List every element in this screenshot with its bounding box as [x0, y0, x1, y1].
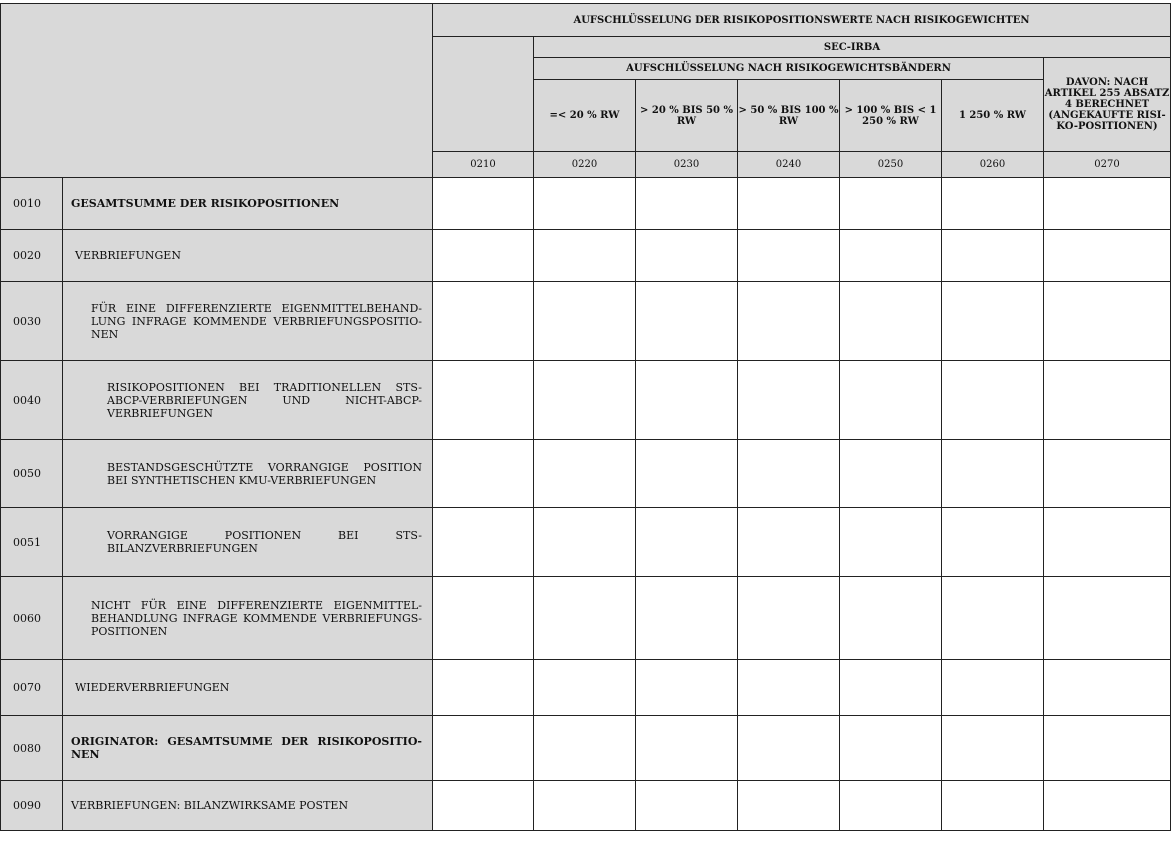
data-cell[interactable] [1044, 577, 1171, 660]
data-cell[interactable] [1044, 660, 1171, 716]
data-cell[interactable] [1044, 781, 1171, 831]
table-row [1, 282, 1171, 361]
data-cell[interactable] [636, 230, 738, 282]
data-cell[interactable] [433, 440, 534, 508]
data-cell[interactable] [1044, 508, 1171, 577]
row-code: 0050 [1, 440, 63, 508]
data-cell[interactable] [636, 781, 738, 831]
header-top: AUFSCHLÜSSELUNG DER RISIKOPOSITIONSWERTE NACH RISIKOGEWICHTEN [433, 4, 1171, 37]
table-row [1, 577, 1171, 660]
data-cell[interactable] [942, 282, 1044, 361]
data-cell[interactable] [534, 660, 636, 716]
data-cell[interactable] [840, 440, 942, 508]
data-cell[interactable] [433, 230, 534, 282]
data-cell[interactable] [534, 282, 636, 361]
data-cell[interactable] [840, 230, 942, 282]
row-code: 0010 [1, 178, 63, 230]
row-label: FÜR EINE DIFFERENZIERTE EIGENMITTELBEHANDLUNG INFRAGE KOMMENDE VERBRIEFUNGSPOSITIONEN [63, 282, 433, 361]
header-band-3: > 50 % BIS 100 % RW [738, 80, 840, 152]
data-cell[interactable] [1044, 440, 1171, 508]
row-code: 0020 [1, 230, 63, 282]
data-cell[interactable] [942, 716, 1044, 781]
row-label: VERBRIEFUNGEN: BILANZWIRKSAME POSTEN [63, 781, 433, 831]
row-code: 0030 [1, 282, 63, 361]
report-table [0, 3, 1171, 831]
header-sec-irba: SEC-IRBA [534, 37, 1171, 58]
data-cell[interactable] [636, 361, 738, 440]
header-davon: DAVON: NACH ARTIKEL 255 ABSATZ 4 BERECHNET (ANGEKAUFTE RISIKO-POSITIONEN) [1044, 58, 1171, 152]
data-cell[interactable] [738, 178, 840, 230]
table-row [1, 781, 1171, 831]
table-row [1, 508, 1171, 577]
row-label: VERBRIEFUNGEN [63, 230, 433, 282]
data-cell[interactable] [534, 230, 636, 282]
table-row [1, 230, 1171, 282]
data-cell[interactable] [1044, 178, 1171, 230]
data-cell[interactable] [738, 508, 840, 577]
header-0210-blank [433, 37, 534, 152]
data-cell[interactable] [840, 577, 942, 660]
data-cell[interactable] [534, 508, 636, 577]
data-cell[interactable] [840, 361, 942, 440]
data-cell[interactable] [636, 508, 738, 577]
col-code-0250: 0250 [840, 152, 942, 178]
data-cell[interactable] [433, 660, 534, 716]
row-code: 0070 [1, 660, 63, 716]
table-row [1, 660, 1171, 716]
row-label: RISIKOPOSITIONEN BEI TRADITIONELLEN STS-ABCP-VERBRIEFUNGEN UND NICHT-ABCP-VERBRIEFUNGEN [63, 361, 433, 440]
data-cell[interactable] [636, 660, 738, 716]
data-cell[interactable] [840, 716, 942, 781]
data-cell[interactable] [840, 508, 942, 577]
data-cell[interactable] [738, 660, 840, 716]
data-cell[interactable] [534, 781, 636, 831]
table-row [1, 361, 1171, 440]
header-band-5: 1 250 % RW [942, 80, 1044, 152]
col-code-0210: 0210 [433, 152, 534, 178]
row-label: WIEDERVERBRIEFUNGEN [63, 660, 433, 716]
data-cell[interactable] [1044, 282, 1171, 361]
data-cell[interactable] [433, 577, 534, 660]
data-cell[interactable] [433, 282, 534, 361]
corner-cell [1, 4, 433, 178]
data-cell[interactable] [534, 716, 636, 781]
data-cell[interactable] [942, 508, 1044, 577]
data-cell[interactable] [433, 781, 534, 831]
table-row [1, 178, 1171, 230]
data-cell[interactable] [840, 781, 942, 831]
header-band-4: > 100 % BIS < 1 250 % RW [840, 80, 942, 152]
data-cell[interactable] [636, 577, 738, 660]
row-label: NICHT FÜR EINE DIFFERENZIERTE EIGENMITTELBEHANDLUNG INFRAGE KOMMENDE VERBRIEFUNGSPOSITIONEN [63, 577, 433, 660]
row-label: ORIGINATOR: GESAMTSUMME DER RISIKOPOSITIONEN [63, 716, 433, 781]
data-cell[interactable] [738, 282, 840, 361]
data-cell[interactable] [534, 361, 636, 440]
data-cell[interactable] [636, 440, 738, 508]
data-cell[interactable] [840, 660, 942, 716]
table-row [1, 716, 1171, 781]
row-code: 0090 [1, 781, 63, 831]
data-cell[interactable] [433, 716, 534, 781]
data-cell[interactable] [636, 178, 738, 230]
data-cell[interactable] [636, 282, 738, 361]
data-cell[interactable] [534, 440, 636, 508]
row-label: GESAMTSUMME DER RISIKOPOSITIONEN [63, 178, 433, 230]
data-cell[interactable] [738, 577, 840, 660]
data-cell[interactable] [942, 178, 1044, 230]
data-cell[interactable] [942, 577, 1044, 660]
data-cell[interactable] [738, 230, 840, 282]
col-code-0260: 0260 [942, 152, 1044, 178]
data-cell[interactable] [942, 440, 1044, 508]
data-cell[interactable] [840, 178, 942, 230]
data-cell[interactable] [738, 781, 840, 831]
data-cell[interactable] [840, 282, 942, 361]
data-cell[interactable] [738, 716, 840, 781]
data-cell[interactable] [433, 361, 534, 440]
data-cell[interactable] [942, 230, 1044, 282]
header-bands-title: AUFSCHLÜSSELUNG NACH RISIKOGEWICHTSBÄNDERN [534, 58, 1044, 80]
data-cell[interactable] [433, 508, 534, 577]
col-code-0240: 0240 [738, 152, 840, 178]
col-code-0230: 0230 [636, 152, 738, 178]
row-label: BESTANDSGESCHÜTZTE VORRANGIGE POSITION BEI SYNTHETISCHEN KMU-VERBRIEFUNGEN [63, 440, 433, 508]
row-label: VORRANGIGE POSITIONEN BEI STS-BILANZVERBRIEFUNGEN [63, 508, 433, 577]
data-cell[interactable] [942, 361, 1044, 440]
data-cell[interactable] [738, 361, 840, 440]
data-cell[interactable] [1044, 716, 1171, 781]
data-cell[interactable] [534, 577, 636, 660]
header-band-1: =< 20 % RW [534, 80, 636, 152]
data-cell[interactable] [1044, 361, 1171, 440]
header-band-2: > 20 % BIS 50 % RW [636, 80, 738, 152]
data-cell[interactable] [636, 716, 738, 781]
row-code: 0040 [1, 361, 63, 440]
row-code: 0051 [1, 508, 63, 577]
data-cell[interactable] [942, 781, 1044, 831]
data-cell[interactable] [433, 178, 534, 230]
table-row [1, 440, 1171, 508]
data-cell[interactable] [534, 178, 636, 230]
col-code-0220: 0220 [534, 152, 636, 178]
col-code-0270: 0270 [1044, 152, 1171, 178]
row-code: 0080 [1, 716, 63, 781]
data-cell[interactable] [942, 660, 1044, 716]
data-cell[interactable] [738, 440, 840, 508]
row-code: 0060 [1, 577, 63, 660]
data-cell[interactable] [1044, 230, 1171, 282]
